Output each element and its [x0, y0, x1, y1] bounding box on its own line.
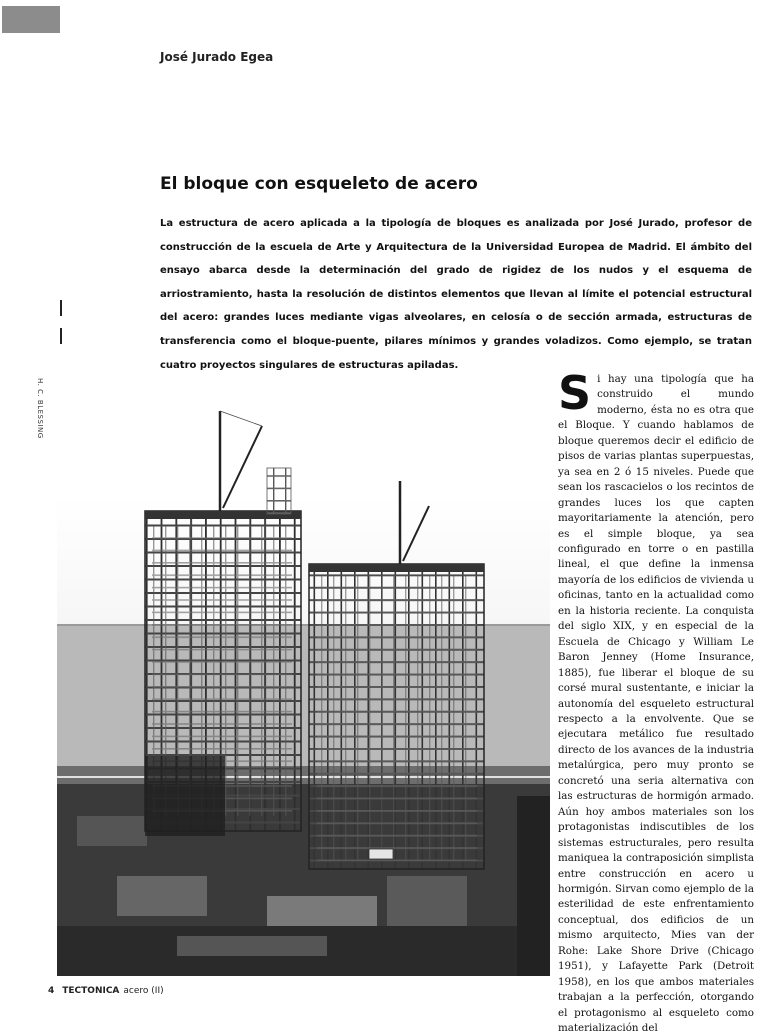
body-text: i hay una tipología que ha construido el mundo moderno, ésta no es otra que el Bloque. Y cuando hablamos de bloque queremos decir el edificio de pisos de varias plantas superpuestas, ya sea en 2 ó 15 niveles. Puede que sean los rascacielos o los recintos de grandes luces los que capten mayoritariamente la atención, pero es el simple bloque, ya sea configurado en torre o en pastilla lineal, el que define la inmensa mayoría de los edificios de vivienda u oficinas, tanto en la actualidad como en la historia reciente. La conquista del siglo XIX, y en especial de la Escuela de Chicago y William Le Baron Jenney (Home Insurance, 1885), fue liberar el bloque de su corsé mural sustentante, e iniciar la autonomía del esqueleto estructural respecto a la envolvente. Que se ejecutara metálico fue resultado directo de los avances de la industria metalúrgica, pero muy pronto se concretó una seria alternativa con las estructuras de hormigón armado. Aún hoy ambos materiales son los protagonistas indiscutibles de los sistemas estructurales, pero resulta maniquea la contraposición simplista entre construcción en acero u hormigón. Sirvan como ejemplo de la esterilidad de este enfrentamiento conceptual, dos edificios de un mismo arquitecto, Mies van der Rohe: Lake Shore Drive (Chicago 1951), y Lafayette Park (Detroit 1958), en los que ambos materiales trabajan a la perfección, otorgando el protagonismo al esqueleto como materialización del: [558, 373, 754, 1035]
article-title: El bloque con esqueleto de acero: [160, 174, 478, 194]
magazine-name: TECTONICA: [62, 986, 120, 996]
margin-mark: [60, 300, 62, 316]
page-footer: [48, 986, 164, 996]
issue-label: acero (II): [123, 986, 164, 996]
page-number: 4: [48, 986, 55, 996]
drop-cap: S: [558, 366, 592, 420]
author-name: José Jurado Egea: [160, 50, 274, 64]
margin-marks: [58, 300, 64, 350]
article-body: [558, 366, 754, 1036]
corner-tab: [2, 6, 60, 33]
margin-mark: [60, 328, 62, 344]
construction-photo: [57, 376, 550, 976]
photo-credit: H. C. BLESSING: [36, 378, 44, 439]
article-abstract: La estructura de acero aplicada a la tipología de bloques es analizada por José Jurado, profesor de construcción de la escuela de Arte y Arquitectura de la Universidad Europea de Madrid. El ámbito del ensayo abarca desde la determinación del grado de rigidez de los nudos y el esquema de arriostramiento, hasta la resolución de distintos elementos que llevan al límite el potencial estructural del acero: grandes luces mediante vigas alveolares, en celosía o de sección armada, estructuras de transferencia como el bloque-puente, pilares mínimos y grandes voladizos. Como ejemplo, se tratan cuatro proyectos singulares de estructuras apiladas.: [160, 218, 752, 371]
